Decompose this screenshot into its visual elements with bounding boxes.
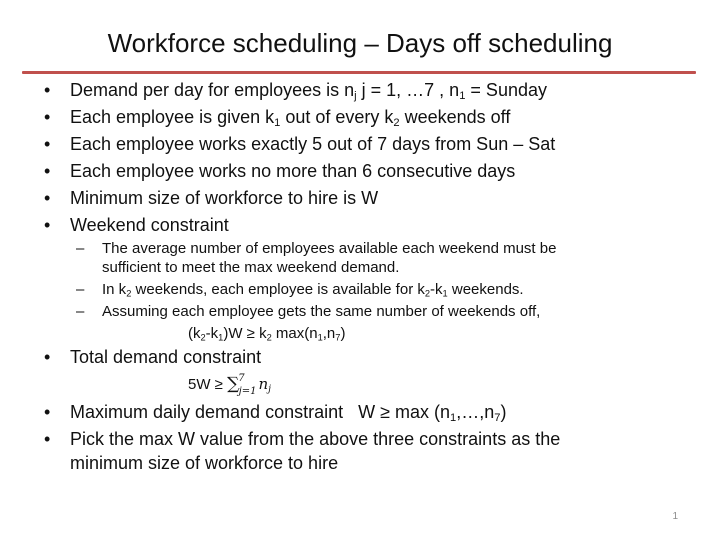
- dash-icon: –: [76, 303, 85, 320]
- bullet-five-days: • Each employee works exactly 5 out of 7 days from Sun – Sat: [44, 134, 556, 154]
- title-divider: [22, 71, 696, 74]
- bullet-total-demand: • Total demand constraint: [44, 347, 262, 367]
- bullet-icon: •: [44, 188, 51, 208]
- page-number: 1: [672, 511, 678, 522]
- bullet-pick-max: • Pick the max W value from the above three constraints as the: [44, 429, 561, 449]
- slide-body: [0, 78, 720, 475]
- subbullet-availability: – In $k_2$ weekends, each employee is available for $k_2-k_1$ weekends.: [76, 281, 524, 299]
- bullet-icon: •: [44, 80, 51, 100]
- bullet-icon: •: [44, 107, 51, 127]
- dash-icon: –: [76, 240, 85, 257]
- bullet-pick-max-cont: minimum size of workforce to hire: [70, 453, 339, 473]
- slide-title: Workforce scheduling – Days off scheduling: [107, 28, 613, 58]
- subbullet-average-employees-cont: sufficient to meet the max weekend demand.: [102, 259, 400, 276]
- bullet-icon: •: [44, 347, 51, 367]
- bullet-icon: •: [44, 161, 51, 181]
- bullet-weekends-off: • Each employee is given $k_1$ out of every $k_2$ weekends off: [44, 107, 511, 129]
- dash-icon: –: [76, 281, 85, 298]
- bullet-max-daily-demand: • Maximum daily demand constraint $W \ge \max (n_1,\dots,n_7)$: [44, 402, 507, 424]
- bullet-icon: •: [44, 402, 51, 422]
- total-demand-formula: 5W ≥ ∑$^7_{j=1}$ $n_j$: [188, 373, 271, 397]
- bullet-workforce-size: • Minimum size of workforce to hire is W: [44, 188, 379, 208]
- bullet-icon: •: [44, 429, 51, 449]
- bullet-demand: • Demand per day for employees is $n_j$ j = 1, …7 , $n_1$ = Sunday: [44, 80, 547, 102]
- bullet-icon: •: [44, 215, 51, 235]
- bullet-weekend-constraint: • Weekend constraint: [44, 215, 229, 235]
- bullet-consecutive-days: • Each employee works no more than 6 consecutive days: [44, 161, 516, 181]
- summation: ∑$^7_{j=1}$ $n_j$: [227, 373, 271, 397]
- weekend-formula: $(k_2-k_1)W \ge k_2$ $\max(n_1,n_7)$: [188, 325, 346, 343]
- subbullet-assumption: – Assuming each employee gets the same number of weekends off,: [76, 303, 541, 320]
- subbullet-average-employees: – The average number of employees available each weekend must be: [76, 240, 557, 257]
- bullet-icon: •: [44, 134, 51, 154]
